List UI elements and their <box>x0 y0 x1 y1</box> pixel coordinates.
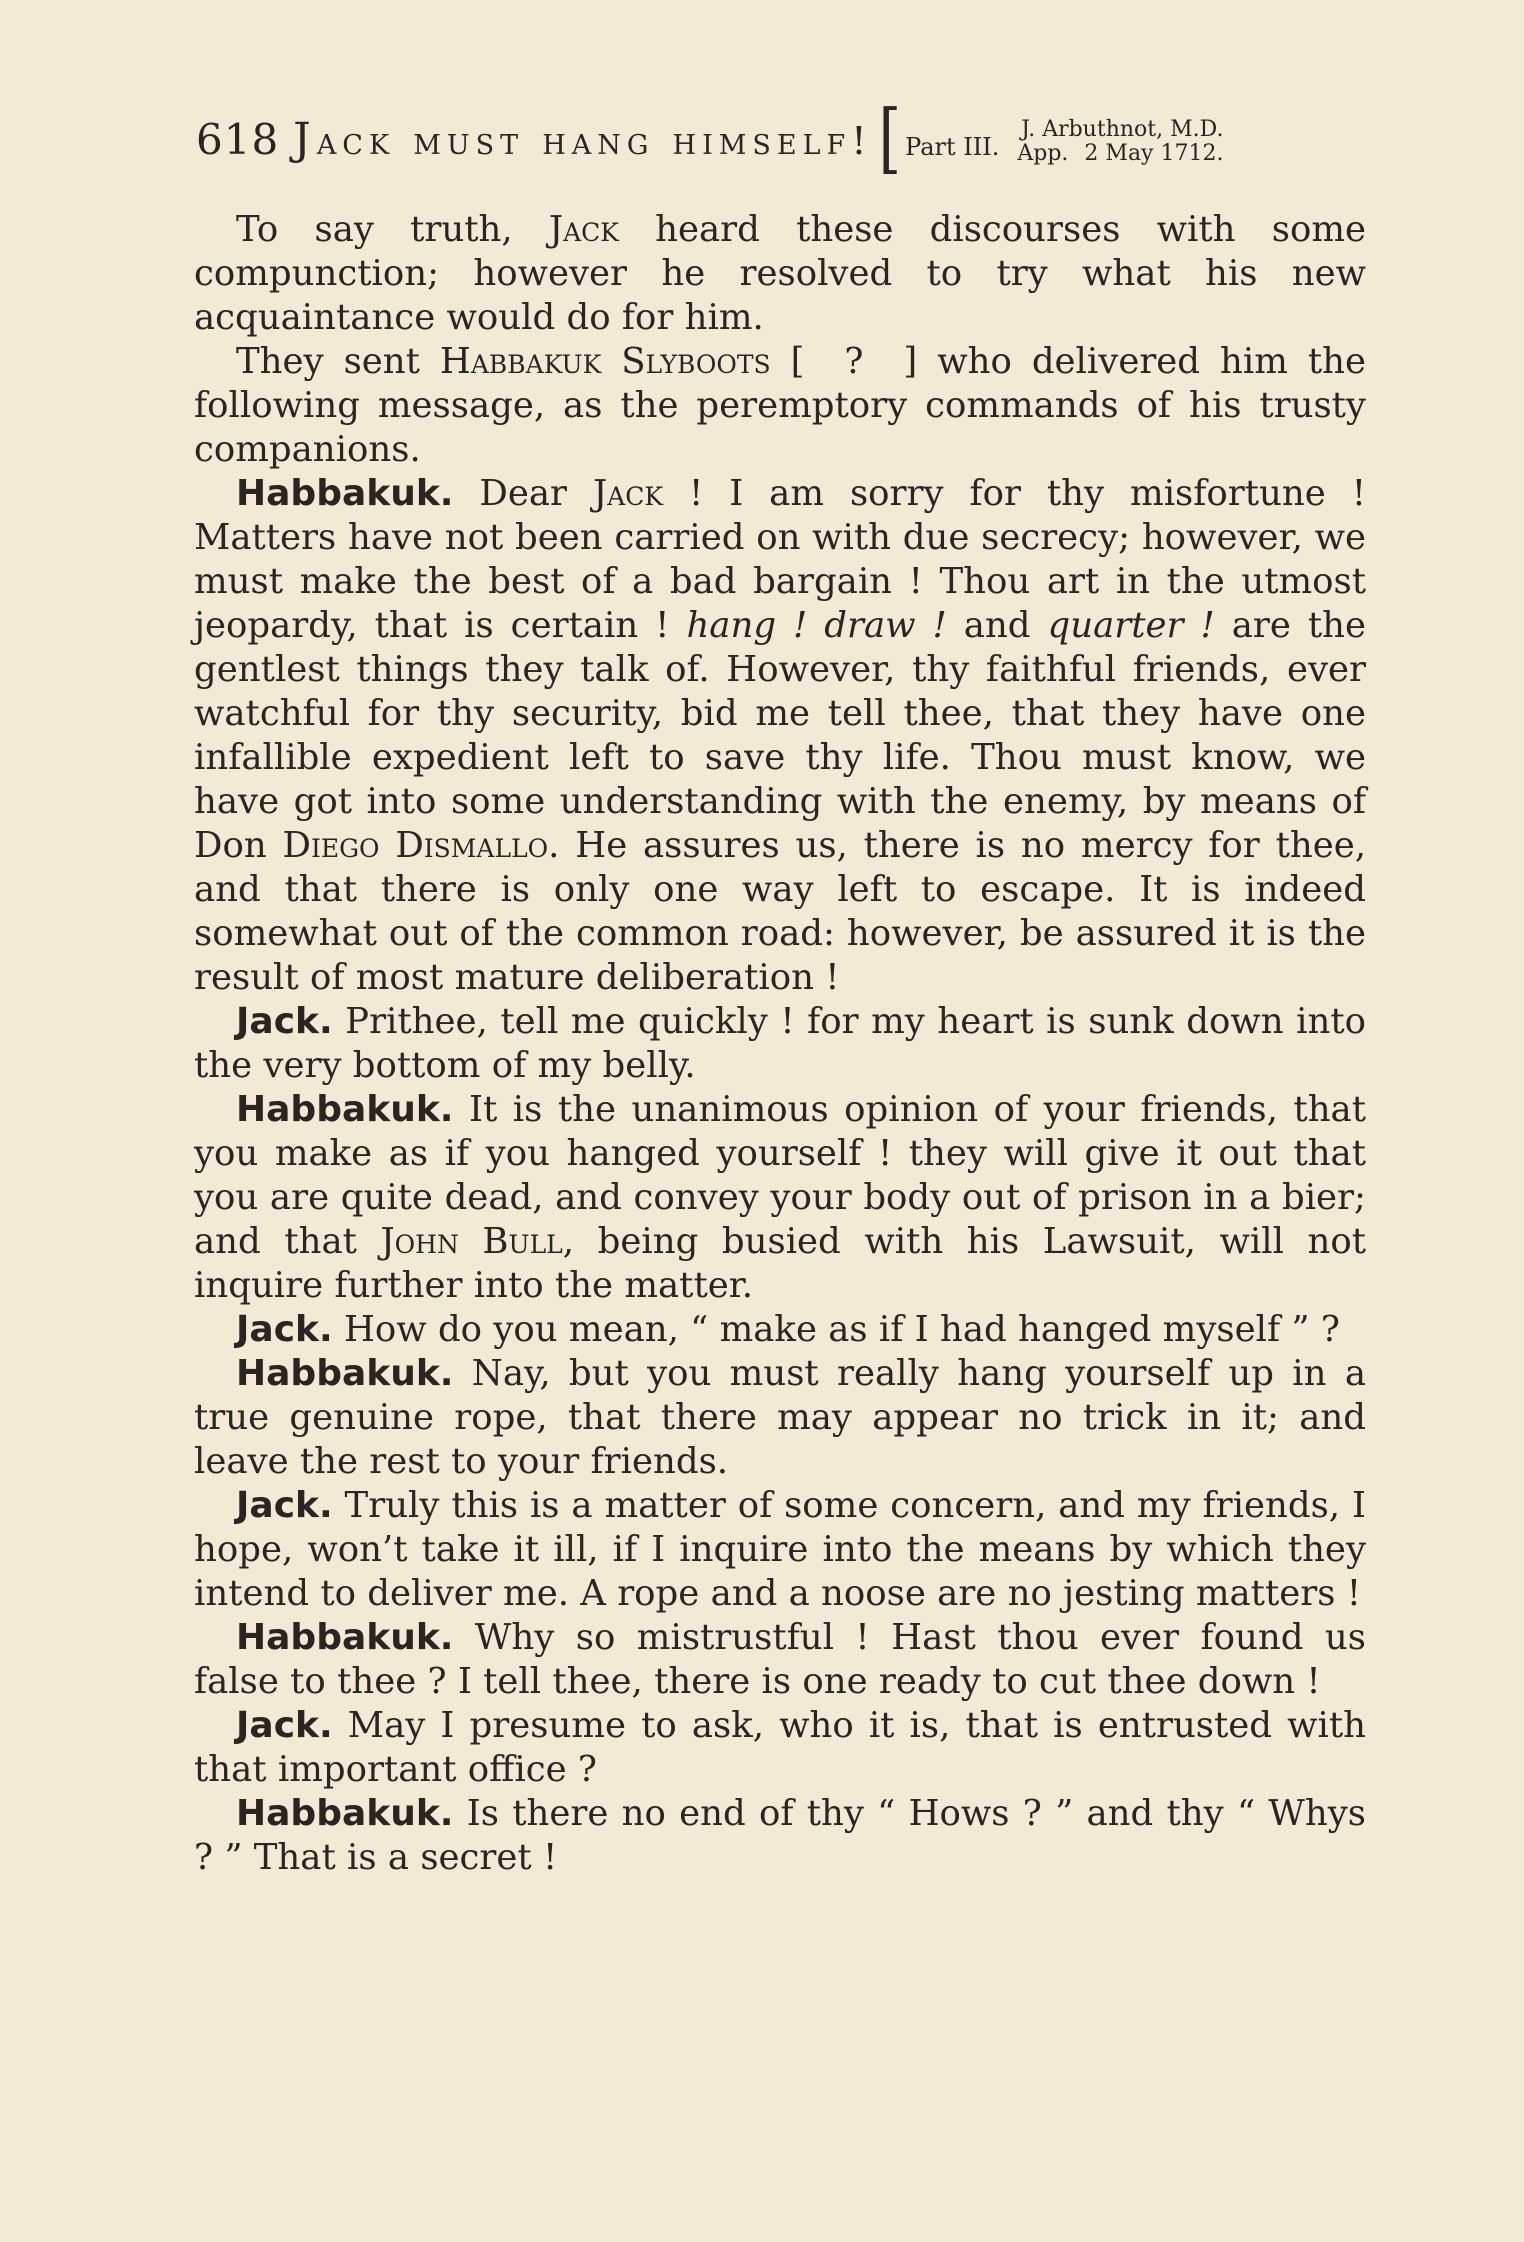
text-run: Is there no end of thy “ Hows ? ” and thy “ Whys ? ” That is a secret ! <box>194 1793 1366 1878</box>
page-number: 618 <box>196 115 280 164</box>
italic-phrase: hang ! draw ! <box>686 605 947 646</box>
text-run: heard these discourses with some compunction; however he resolved to try what his new acquaintance would do for him. <box>194 209 1366 338</box>
text-run: ! I am sorry for thy misfortune ! Matters have not been carried on with due secrecy; however, we must make the best of a bad bargain ! Thou art in the utmost jeopardy, that is certain ! <box>194 473 1366 646</box>
text-run: Nay, but you must really hang yourself up in a true genuine rope, that there may appear no trick in it; and leave the rest to your friends. <box>194 1353 1366 1482</box>
speech <box>194 1088 1366 1308</box>
speech <box>194 1484 1366 1616</box>
text-run: are the gentlest things they talk of. However, thy faithful friends, ever watchful for thy security, bid me tell thee, that they have one infallible expedient left to save thy life. Thou must know, we have got into some understanding with the enemy, by means of Don <box>194 605 1366 866</box>
page-header <box>196 93 1378 183</box>
part-label: Part III. <box>905 133 1000 161</box>
appendix-note: App. <box>1017 141 1069 166</box>
speech <box>194 1616 1366 1704</box>
text-run: It is the unanimous opinion of your friends, that you make as if you hanged yourself ! they will give it out that you are quite dead, and convey your body out of prison in a bier; and that <box>194 1089 1366 1262</box>
date-note: 2 May 1712. <box>1084 141 1224 166</box>
speech <box>194 1792 1366 1880</box>
sidenote-row <box>1017 142 1223 166</box>
speaker-label: Habbakuk. <box>236 1793 454 1834</box>
text-run: Prithee, tell me quickly ! for my heart is sunk down into the very bottom of my belly. <box>194 1001 1366 1086</box>
name-habbakuk: Habbakuk Slyboots <box>439 341 771 382</box>
speaker-label: Habbakuk. <box>236 1089 454 1130</box>
speech <box>194 472 1366 1000</box>
name-diego: Diego Dismallo <box>282 825 549 866</box>
italic-phrase: quarter ! <box>1047 605 1215 646</box>
speech <box>194 1308 1366 1352</box>
text-run: Why so mistrustful ! Hast thou ever found us false to thee ? I tell thee, there is one ready to cut thee down ! <box>194 1617 1366 1702</box>
text-run: . He assures us, there is no mercy for thee, and that there is only one way left to escape. It is indeed somewhat out of the common road: however, be assured it is the result of most mature deliberation ! <box>194 825 1367 998</box>
speaker-label: Habbakuk. <box>236 1617 454 1658</box>
name-john-bull: John Bull <box>380 1221 563 1262</box>
text-run: To say truth, <box>236 209 549 250</box>
speaker-label: Jack. <box>236 1309 333 1350</box>
header-bracket: [ <box>878 93 902 183</box>
text-run: They sent <box>236 341 440 382</box>
speech <box>194 1704 1366 1792</box>
text-run: How do you mean, “ make as if I had hanged myself ” ? <box>332 1309 1340 1350</box>
speaker-label: Habbakuk. <box>236 1353 454 1394</box>
text-run: Dear <box>453 473 593 514</box>
speaker-label: Jack. <box>236 1705 333 1746</box>
text-run: May I presume to ask, who it is, that is entrusted with that important office ? <box>194 1705 1366 1790</box>
speech <box>194 1352 1366 1484</box>
author-note: J. Arbuthnot, M.D. <box>1021 117 1224 142</box>
text-run: and <box>946 605 1048 646</box>
speaker-label: Jack. <box>236 1485 333 1526</box>
speaker-label: Habbakuk. <box>236 473 454 514</box>
text-run: , being busied with his Lawsuit, will not inquire further into the matter. <box>194 1221 1366 1306</box>
text-run: who delivered him the following message, as the peremptory commands of his trusty companions. <box>194 341 1366 470</box>
paragraph <box>194 208 1366 340</box>
text-run: Truly this is a matter of some concern, and my friends, I hope, won’t take it ill, if I inquire into the means by which they intend to deliver me. A rope and a noose are no jesting matters ! <box>194 1485 1366 1614</box>
name-jack: Jack <box>592 473 664 514</box>
body-text <box>194 208 1366 1880</box>
name-jack: Jack <box>548 209 619 250</box>
running-title: Jack must hang himself! <box>293 114 873 165</box>
speaker-label: Jack. <box>236 1001 333 1042</box>
speech <box>194 1000 1366 1088</box>
header-sidenote <box>1017 118 1223 166</box>
paragraph <box>194 340 1366 472</box>
bracket-query: [ ? ] <box>770 341 938 382</box>
